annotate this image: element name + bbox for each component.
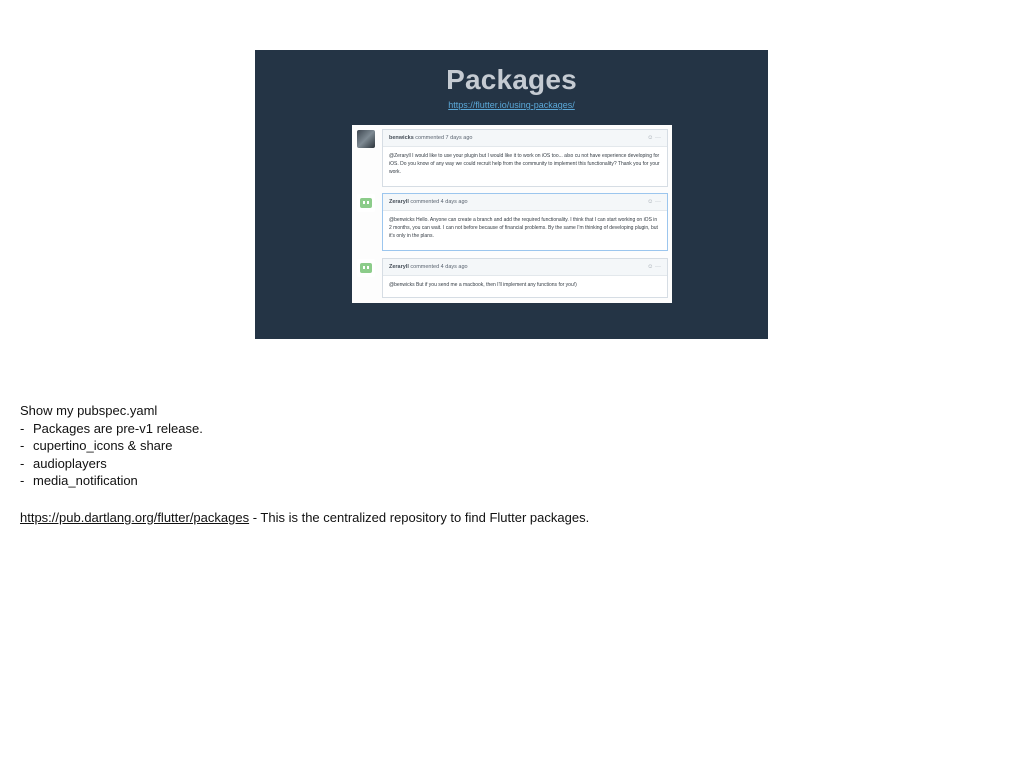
footer-text: - This is the centralized repository to find Flutter packages. [249, 510, 590, 525]
comment-meta: commented 7 days ago [415, 135, 473, 141]
bullet: - [20, 438, 25, 453]
reaction-icon: ☺ ··· [647, 135, 661, 141]
slide-title: Packages [446, 64, 577, 95]
pub-packages-link[interactable]: https://pub.dartlang.org/flutter/packages [20, 510, 250, 525]
comment-card [382, 258, 668, 298]
bullet: - [20, 473, 25, 488]
list-item-text: Packages are pre-v1 release. [33, 420, 203, 436]
bullet: - [20, 420, 25, 436]
comment-body: @benwicks Hello. Anyone can create a branch and add the required functionality. I think that I can start working on iOS in 2 months, you can wait. I can not before because of financial problems. By the same I'm thinking of developing plugin, but it's only in the plans. [389, 217, 658, 239]
bullet: - [20, 455, 25, 471]
comment-meta: commented 4 days ago [410, 264, 468, 270]
comment-card [382, 129, 668, 187]
notes-heading: Show my pubspec.yaml [20, 403, 158, 418]
list-item [20, 420, 203, 438]
comment-header [383, 130, 667, 147]
comment-card [382, 193, 668, 251]
avatar [357, 259, 375, 277]
comment-thread-screenshot [352, 125, 672, 303]
reaction-icon: ☺ ··· [647, 264, 661, 270]
footer-note [20, 510, 589, 525]
list-item-text: audioplayers [33, 455, 107, 471]
comment-header [383, 194, 667, 211]
presenter-notes [20, 402, 203, 490]
avatar [357, 130, 375, 148]
reaction-icon: ☺ ··· [647, 199, 661, 205]
comment-author: Zeraryll [389, 264, 409, 270]
comment-author: Zeraryll [389, 199, 409, 205]
list-item [20, 437, 203, 455]
list-item-text: media_notification [33, 473, 138, 488]
list-item [20, 455, 203, 473]
list-item-text: cupertino_icons & share [33, 438, 173, 453]
list-item [20, 472, 203, 490]
comment-meta: commented 4 days ago [410, 199, 468, 205]
comment-header [383, 259, 667, 276]
comment-body: @benwicks But if you send me a macbook, then I'll implement any functions for you!) [389, 282, 577, 288]
slide-link[interactable]: https://flutter.io/using-packages/ [448, 100, 575, 110]
comment-author: benwicks [389, 135, 414, 141]
avatar [357, 194, 375, 212]
comment-body: @Zeraryll I would like to use your plugin but I would like it to work on iOS too... also cu not have experience developing for iOS. Do you know of any way we could recruit help from the community to implement this functionality? Thank you for your work. [389, 153, 660, 175]
slide-preview [255, 50, 768, 339]
